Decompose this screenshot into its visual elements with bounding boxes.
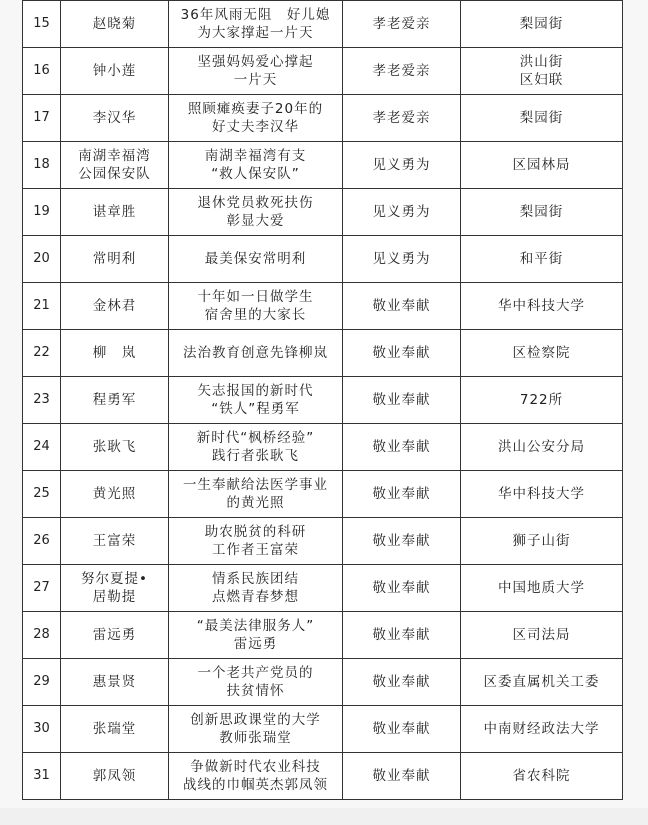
row-number: 22 <box>23 330 61 377</box>
table-row <box>23 189 623 236</box>
recommending-unit: 中国地质大学 <box>461 565 623 612</box>
row-number: 20 <box>23 236 61 283</box>
recommending-unit: 华中科技大学 <box>461 471 623 518</box>
deed-title: 情系民族团结 点燃青春梦想 <box>169 565 343 612</box>
person-name: 张瑞堂 <box>61 706 169 753</box>
row-number: 19 <box>23 189 61 236</box>
row-number: 23 <box>23 377 61 424</box>
row-number: 25 <box>23 471 61 518</box>
category-label: 孝老爱亲 <box>343 1 461 48</box>
table-row <box>23 142 623 189</box>
person-name: 黄光照 <box>61 471 169 518</box>
page-bottom-margin <box>0 808 648 825</box>
category-label: 孝老爱亲 <box>343 48 461 95</box>
person-name: 谌章胜 <box>61 189 169 236</box>
person-name: 柳 岚 <box>61 330 169 377</box>
category-label: 敬业奉献 <box>343 330 461 377</box>
table-row <box>23 236 623 283</box>
table-row <box>23 283 623 330</box>
table-row <box>23 377 623 424</box>
recommending-unit: 梨园街 <box>461 95 623 142</box>
row-number: 29 <box>23 659 61 706</box>
category-label: 见义勇为 <box>343 189 461 236</box>
deed-title: 南湖幸福湾有支 “救人保安队” <box>169 142 343 189</box>
person-name: 常明利 <box>61 236 169 283</box>
category-label: 敬业奉献 <box>343 471 461 518</box>
recommending-unit: 区检察院 <box>461 330 623 377</box>
person-name: 张耿飞 <box>61 424 169 471</box>
row-number: 24 <box>23 424 61 471</box>
recommending-unit: 省农科院 <box>461 753 623 800</box>
recommending-unit: 区司法局 <box>461 612 623 659</box>
table-row <box>23 659 623 706</box>
deed-title: 坚强妈妈爱心撑起 一片天 <box>169 48 343 95</box>
recommending-unit: 722所 <box>461 377 623 424</box>
person-name: 惠景贤 <box>61 659 169 706</box>
deed-title: 争做新时代农业科技 战线的巾帼英杰郭凤领 <box>169 753 343 800</box>
deed-title: 法治教育创意先锋柳岚 <box>169 330 343 377</box>
table-row <box>23 706 623 753</box>
row-number: 31 <box>23 753 61 800</box>
row-number: 21 <box>23 283 61 330</box>
row-number: 28 <box>23 612 61 659</box>
deed-title: 矢志报国的新时代 “铁人”程勇军 <box>169 377 343 424</box>
person-name: 程勇军 <box>61 377 169 424</box>
person-name: 郭凤领 <box>61 753 169 800</box>
category-label: 敬业奉献 <box>343 283 461 330</box>
category-label: 敬业奉献 <box>343 377 461 424</box>
deed-title: 助农脱贫的科研 工作者王富荣 <box>169 518 343 565</box>
recommending-unit: 洪山街 区妇联 <box>461 48 623 95</box>
table-row <box>23 48 623 95</box>
category-label: 孝老爱亲 <box>343 95 461 142</box>
recommending-unit: 梨园街 <box>461 1 623 48</box>
category-label: 敬业奉献 <box>343 706 461 753</box>
row-number: 17 <box>23 95 61 142</box>
category-label: 敬业奉献 <box>343 753 461 800</box>
category-label: 敬业奉献 <box>343 612 461 659</box>
row-number: 30 <box>23 706 61 753</box>
deed-title: 一个老共产党员的 扶贫情怀 <box>169 659 343 706</box>
deed-title: 新时代“枫桥经验” 践行者张耿飞 <box>169 424 343 471</box>
person-name: 努尔夏提• 居勒提 <box>61 565 169 612</box>
category-label: 见义勇为 <box>343 142 461 189</box>
deed-title: 一生奉献给法医学事业 的黄光照 <box>169 471 343 518</box>
table-row <box>23 612 623 659</box>
row-number: 27 <box>23 565 61 612</box>
row-number: 18 <box>23 142 61 189</box>
table-body <box>23 1 623 800</box>
table-row <box>23 1 623 48</box>
table-row <box>23 424 623 471</box>
table-row <box>23 471 623 518</box>
table-row <box>23 518 623 565</box>
table-row <box>23 753 623 800</box>
category-label: 敬业奉献 <box>343 424 461 471</box>
deed-title: 最美保安常明利 <box>169 236 343 283</box>
category-label: 敬业奉献 <box>343 518 461 565</box>
recommending-unit: 梨园街 <box>461 189 623 236</box>
recommending-unit: 区园林局 <box>461 142 623 189</box>
table-row <box>23 95 623 142</box>
person-name: 雷远勇 <box>61 612 169 659</box>
person-name: 钟小莲 <box>61 48 169 95</box>
row-number: 16 <box>23 48 61 95</box>
table-row <box>23 565 623 612</box>
recommending-unit: 区委直属机关工委 <box>461 659 623 706</box>
deed-title: 十年如一日做学生 宿舍里的大家长 <box>169 283 343 330</box>
recommending-unit: 中南财经政法大学 <box>461 706 623 753</box>
person-name: 赵晓菊 <box>61 1 169 48</box>
deed-title: 36年风雨无阻 好儿媳 为大家撑起一片天 <box>169 1 343 48</box>
row-number: 26 <box>23 518 61 565</box>
person-name: 金林君 <box>61 283 169 330</box>
honor-list-table <box>22 0 623 800</box>
row-number: 15 <box>23 1 61 48</box>
person-name: 王富荣 <box>61 518 169 565</box>
category-label: 敬业奉献 <box>343 565 461 612</box>
person-name: 南湖幸福湾 公园保安队 <box>61 142 169 189</box>
recommending-unit: 华中科技大学 <box>461 283 623 330</box>
table-row <box>23 330 623 377</box>
deed-title: 创新思政课堂的大学 教师张瑞堂 <box>169 706 343 753</box>
deed-title: “最美法律服务人” 雷远勇 <box>169 612 343 659</box>
person-name: 李汉华 <box>61 95 169 142</box>
recommending-unit: 洪山公安分局 <box>461 424 623 471</box>
recommending-unit: 狮子山街 <box>461 518 623 565</box>
recommending-unit: 和平街 <box>461 236 623 283</box>
category-label: 见义勇为 <box>343 236 461 283</box>
deed-title: 退休党员救死扶伤 彰显大爱 <box>169 189 343 236</box>
category-label: 敬业奉献 <box>343 659 461 706</box>
deed-title: 照顾瘫痪妻子20年的 好丈夫李汉华 <box>169 95 343 142</box>
